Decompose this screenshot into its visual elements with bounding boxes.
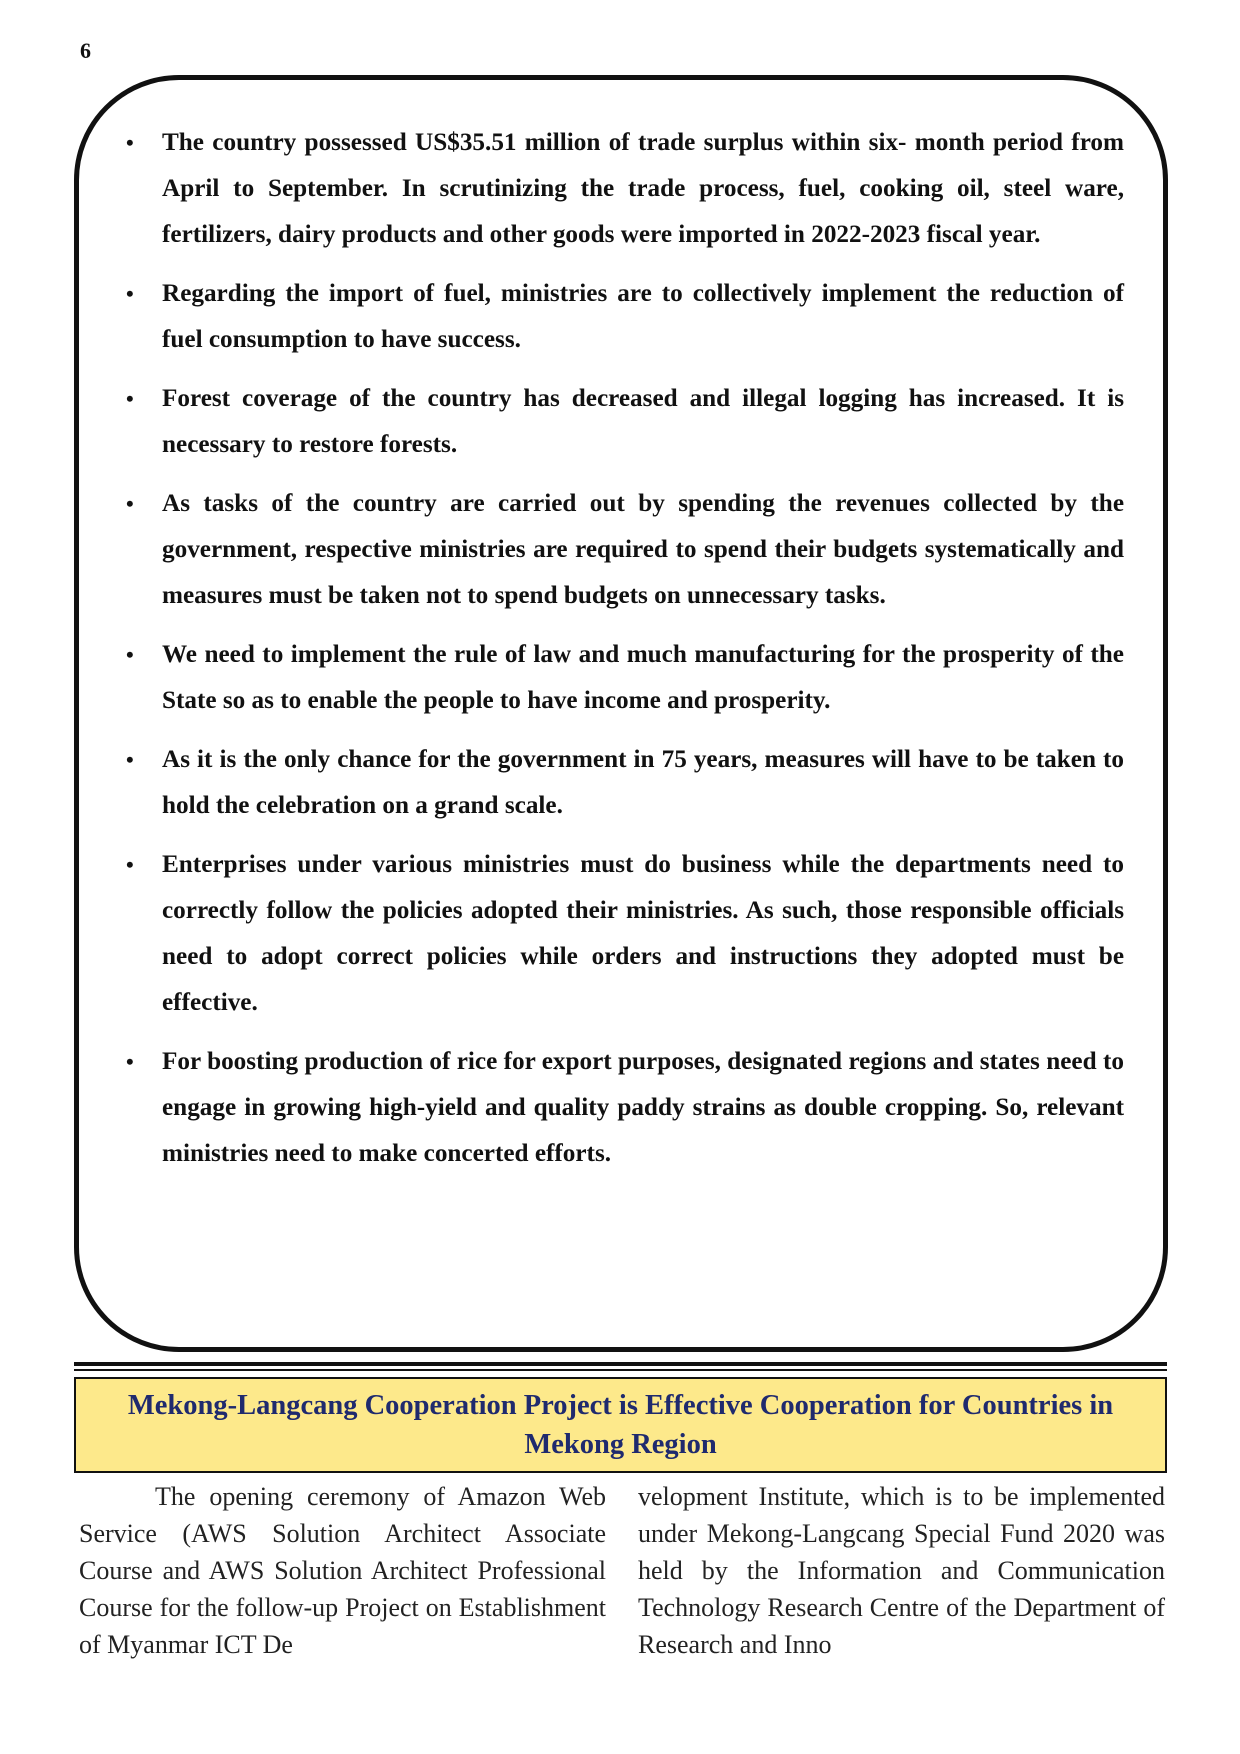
divider-thick bbox=[74, 1362, 1167, 1366]
bullet-icon: • bbox=[126, 491, 134, 516]
bullet-item bbox=[108, 632, 1124, 724]
bullet-item bbox=[108, 481, 1124, 619]
bullet-text: As it is the only chance for the government in 75 years, measures will have to be taken to hold the celebration on a grand scale. bbox=[162, 746, 1124, 819]
bullet-text: We need to implement the rule of law and much manufacturing for the prosperity of the State so as to enable the people to have income and prosperity. bbox=[162, 641, 1124, 714]
bullet-icon: • bbox=[126, 1049, 134, 1074]
bullet-item bbox=[108, 737, 1124, 829]
bullet-icon: • bbox=[126, 130, 134, 155]
bullet-item bbox=[108, 842, 1124, 1026]
article-headline: Mekong-Langcang Cooperation Project is Effective Cooperation for Countries in Mekong Region bbox=[127, 1390, 1114, 1460]
divider-thin bbox=[74, 1369, 1167, 1371]
bullet-icon: • bbox=[126, 852, 134, 877]
page-number: 6 bbox=[80, 38, 91, 63]
bullet-text: Enterprises under various ministries must do business while the departments need to correctly follow the policies adopted their ministries. As such, those responsible officials need to adopt correct policies while orders and instructions they adopted must be effective. bbox=[162, 851, 1124, 1016]
bullet-icon: • bbox=[126, 386, 134, 411]
bullet-text: Regarding the import of fuel, ministries are to collectively implement the reduction of fuel consumption to have success. bbox=[162, 280, 1124, 353]
bullet-text: The country possessed US$35.51 million of trade surplus within six- month period from April to September. In scrutinizing the trade process, fuel, cooking oil, steel ware, fertilizers, dairy products and other goods were imported in 2022-2023 fiscal year. bbox=[162, 129, 1124, 248]
bullet-item bbox=[108, 1039, 1124, 1177]
bullet-item bbox=[108, 120, 1124, 258]
bullet-list bbox=[108, 120, 1124, 1190]
bullet-text: As tasks of the country are carried out by spending the revenues collected by the government, respective ministries are required to spend their budgets systematically and measures must be taken not to spend budgets on unnecessary tasks. bbox=[162, 490, 1124, 609]
bullet-icon: • bbox=[126, 281, 134, 306]
headline-box bbox=[74, 1377, 1167, 1473]
bullet-icon: • bbox=[126, 642, 134, 667]
bullet-text: Forest coverage of the country has decreased and illegal logging has increased. It is necessary to restore forests. bbox=[162, 385, 1124, 458]
bullet-icon: • bbox=[126, 747, 134, 772]
bullet-item bbox=[108, 376, 1124, 468]
bullet-item bbox=[108, 271, 1124, 363]
article-column-right: velopment Institute, which is to be implemented under Mekong-Langcang Special Fund 2020 was held by the Information and Communication Technology Research Centre of the Department of Research and Inno bbox=[638, 1482, 1165, 1659]
article-column-left: The opening ceremony of Amazon Web Service (AWS Solution Architect Associate Course and AWS Solution Architect Professional Course for the follow-up Project on Establishment of Myanmar ICT De bbox=[79, 1482, 606, 1659]
bullet-text: For boosting production of rice for export purposes, designated regions and states need to engage in growing high-yield and quality paddy strains as double cropping. So, relevant ministries need to make concerted efforts. bbox=[162, 1048, 1124, 1167]
